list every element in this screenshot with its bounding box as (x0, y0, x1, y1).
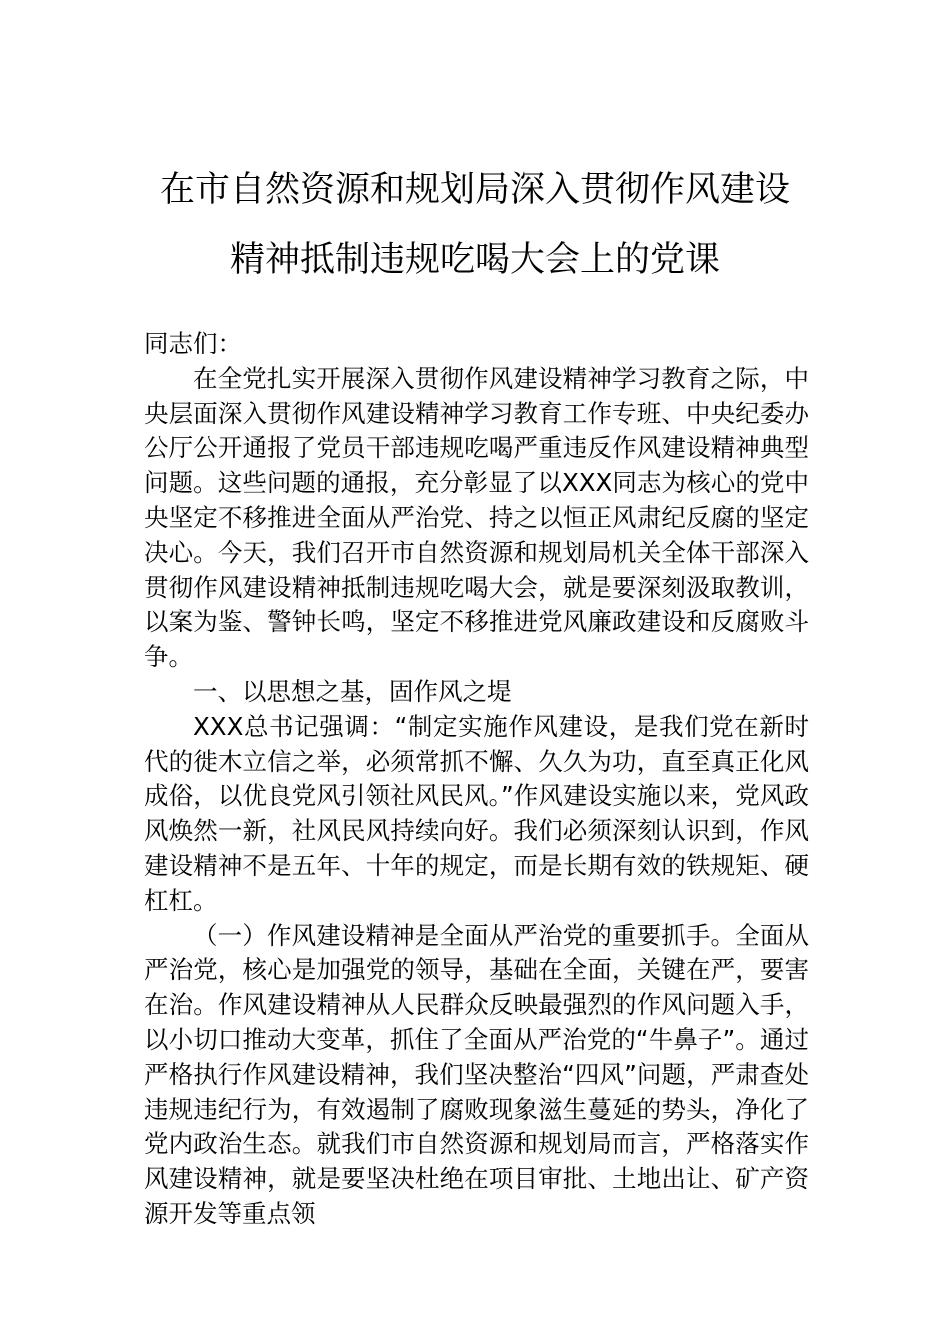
document-body (144, 327, 809, 1232)
salutation: 同志们： (144, 329, 242, 358)
paragraph-subsection-1: （一）作风建设精神是全面从严治党的重要抓手。全面从严治党，核心是加强党的领导，基础在全面，关键在严，要害在治。作风建设精神从人民群众反映最强烈的作风问题入手，以小切口推动大变革，抓住了全面从严治党的“牛鼻子”。通过严格执行作风建设精神，我们坚决整治“四风”问题，严肃查处违规违纪行为，有效遏制了腐败现象滋生蔓延的势头，净化了党内政治生态。就我们市自然资源和规划局而言，严格落实作风建设精神，就是要坚决杜绝在项目审批、土地出让、矿产资源开发等重点领 (144, 920, 809, 1228)
paragraph-intro: 在全党扎实开展深入贯彻作风建设精神学习教育之际，中央层面深入贯彻作风建设精神学习教育工作专班、中央纪委办公厅公开通报了党员干部违规吃喝严重违反作风建设精神典型问题。这些问题的通报，充分彰显了以XXX同志为核心的党中央坚定不移推进全面从严治党、持之以恒正风肃纪反腐的坚定决心。今天，我们召开市自然资源和规划局机关全体干部深入贯彻作风建设精神抵制违规吃喝大会，就是要深刻汲取教训，以案为鉴、警钟长鸣，坚定不移推进党风廉政建设和反腐败斗争。 (144, 363, 809, 672)
section-heading-1: 一、以思想之基，固作风之堤 (193, 676, 512, 706)
paragraph-section-1: XXX总书记强调：“制定实施作风建设，是我们党在新时代的徙木立信之举，必须常抓不懈、久久为功，直至真正化风成俗，以优良党风引领社风民风。”作风建设实施以来，党风政风焕然一新，社风民风持续向好。我们必须深刻认识到，作风建设精神不是五年、十年的规定，而是长期有效的铁规矩、硬杠杠。 (144, 711, 809, 915)
document-title-line-1: 在市自然资源和规划局深入贯彻作风建设 (159, 170, 790, 210)
document-title-line-2: 精神抵制违规吃喝大会上的党课 (229, 240, 720, 280)
